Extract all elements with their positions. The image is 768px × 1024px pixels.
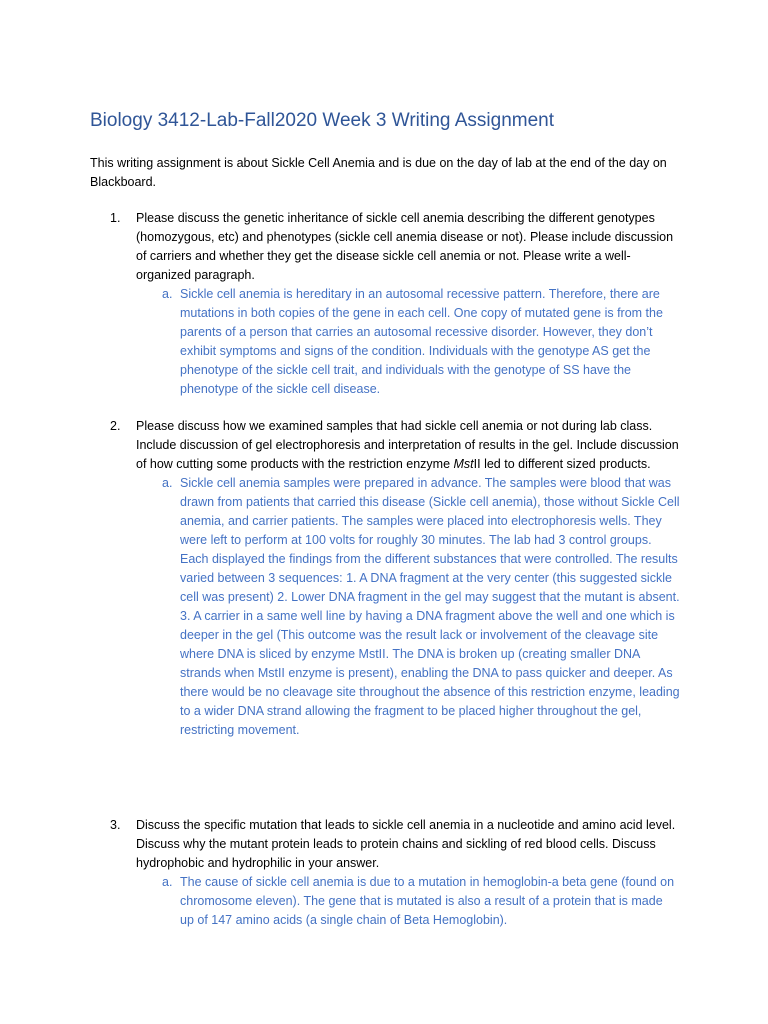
answer-letter: a. [162,875,173,889]
question-text-part1: Please discuss how we examined samples that had sickle cell anemia or not during lab class. Include discussion of gel electrophoresis and interpretation of results in the gel. Include discussion of how cutting some products with the restriction enzyme [136,419,679,471]
list-item-3 [110,816,680,930]
intro-paragraph: This writing assignment is about Sickle Cell Anemia and is due on the day of lab at the end of the day on Blackboard. [90,156,667,189]
question-text [136,417,680,474]
item-number: 2. [110,419,121,433]
question-text: Please discuss the genetic inheritance of sickle cell anemia describing the different genotypes (homozygous, etc) and phenotypes (sickle cell anemia disease or not). Please include discussion of carriers and whether they get the disease sickle cell anemia or not. Please write a well-organized paragraph. [136,211,674,282]
answer-block [162,873,680,930]
answer-block [162,474,680,740]
question-text: Discuss the specific mutation that leads to sickle cell anemia in a nucleotide and amino acid level. Discuss why the mutant protein leads to protein chains and sickling of red blood cells. Discuss hydrophobic and hydrophilic in your answer. [136,818,676,870]
list-item-2 [110,417,680,740]
item-number: 3. [110,818,121,832]
answer-block [162,285,680,399]
answer-letter: a. [162,287,173,301]
document-title: Biology 3412-Lab-Fall2020 Week 3 Writing Assignment [90,110,554,131]
answer-text: The cause of sickle cell anemia is due to a mutation in hemoglobin-a beta gene (found on chromosome eleven). The gene that is mutated is also a result of a protein that is made up of 147 amino acids (a single chain of Beta Hemoglobin). [180,875,675,927]
item-number: 1. [110,211,121,225]
list-item-1 [110,209,680,399]
question-text-part2: II led to different sized products. [473,457,651,471]
enzyme-name-italic: Mst [453,457,474,471]
answer-letter: a. [162,476,173,490]
answer-text: Sickle cell anemia samples were prepared in advance. The samples were blood that was drawn from patients that carried this disease (Sickle cell anemia), those without Sickle Cell anemia, and carrier patients. The samples were placed into electrophoresis wells. They were left to perform at 100 volts for roughly 30 minutes. The lab had 3 control groups. Each displayed the findings from the different substances that were controlled. The results varied between 3 sequences: 1. A DNA fragment at the very center (this suggested sickle cell was present) 2. Lower DNA fragment in the gel may suggest that the mutant is absent. 3. A carrier in a same well line by having a DNA fragment above the well and one which is deeper in the gel (This outcome was the result lack or involvement of the cleavage site where DNA is sliced by enzyme MstII. The DNA is broken up (creating smaller DNA strands when MstII enzyme is present), enabling the DNA to pass quicker and deeper. As there would be no cleavage site throughout the absence of this restriction enzyme, leading to a wider DNA strand allowing the fragment to be placed higher throughout the gel, restricting movement. [180,476,680,737]
answer-text: Sickle cell anemia is hereditary in an autosomal recessive pattern. Therefore, there are mutations in both copies of the gene in each cell. One copy of mutated gene is from the parents of a person that carries an autosomal recessive disorder. However, they don’t exhibit symptoms and signs of the condition. Individuals with the genotype AS get the phenotype of the sickle cell trait, and individuals with the genotype of SS have the phenotype of the sickle cell disease. [180,287,663,396]
